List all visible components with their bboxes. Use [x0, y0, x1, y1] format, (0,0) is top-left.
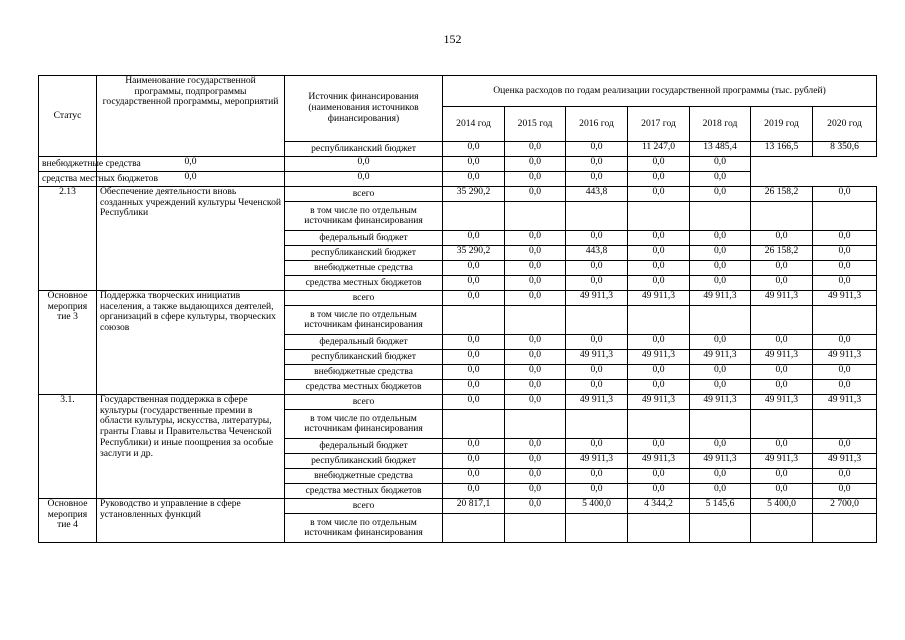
value-cell: 26 158,2 [751, 246, 813, 261]
value-cell: 5 400,0 [566, 499, 628, 514]
source-cell: в том числе по отдельным источникам финансирования [285, 306, 443, 335]
header-year: 2020 год [813, 107, 877, 142]
value-cell: 26 158,2 [751, 187, 813, 202]
value-cell: 0,0 [566, 142, 628, 157]
value-cell: 49 911,3 [628, 291, 690, 306]
value-cell: 0,0 [751, 231, 813, 246]
value-cell: 49 911,3 [566, 350, 628, 365]
source-cell: всего [285, 499, 443, 514]
value-cell: 0,0 [813, 365, 877, 380]
value-cell: 0,0 [690, 187, 751, 202]
value-cell: 0,0 [813, 261, 877, 276]
value-cell: 0,0 [813, 469, 877, 484]
value-cell: 49 911,3 [628, 454, 690, 469]
value-cell: 2 700,0 [813, 499, 877, 514]
source-cell: федеральный бюджет [285, 231, 443, 246]
table-body [39, 157, 877, 543]
page-number: 152 [443, 32, 462, 46]
source-cell: в том числе по отдельным источникам финансирования [285, 514, 443, 543]
value-cell: 49 911,3 [690, 291, 751, 306]
value-cell: 49 911,3 [690, 454, 751, 469]
value-cell: 49 911,3 [690, 350, 751, 365]
value-cell: 0,0 [505, 484, 566, 499]
value-cell: 0,0 [505, 454, 566, 469]
value-cell: 0,0 [566, 380, 628, 395]
value-cell: 0,0 [505, 469, 566, 484]
value-cell: 0,0 [443, 291, 505, 306]
value-cell: 0,0 [505, 291, 566, 306]
value-cell: 0,0 [566, 261, 628, 276]
value-cell: 0,0 [505, 157, 566, 172]
value-cell: 0,0 [751, 276, 813, 291]
value-cell: 0,0 [505, 395, 566, 410]
value-cell: 0,0 [813, 276, 877, 291]
value-cell [751, 202, 813, 231]
source-cell: внебюджетные средства [285, 261, 443, 276]
header-year: 2019 год [751, 107, 813, 142]
value-cell: 0,0 [505, 142, 566, 157]
value-cell [566, 410, 628, 439]
value-cell: 0,0 [443, 454, 505, 469]
value-cell [566, 306, 628, 335]
value-cell: 0,0 [813, 484, 877, 499]
value-cell: 0,0 [628, 469, 690, 484]
value-cell: 0,0 [628, 380, 690, 395]
value-cell [566, 514, 628, 543]
source-cell: всего [285, 395, 443, 410]
name-cell: Поддержка творческих инициатив населения, а также выдающихся деятелей, организаций в сфере культуры, творческих союзов [97, 291, 285, 395]
source-cell: средства местных бюджетов [285, 484, 443, 499]
value-cell: 0,0 [628, 484, 690, 499]
value-cell: 0,0 [443, 365, 505, 380]
value-cell [690, 202, 751, 231]
table-row [39, 291, 877, 306]
table-row [39, 187, 877, 202]
value-cell: 49 911,3 [813, 350, 877, 365]
header-status: Статус [39, 76, 97, 157]
value-cell: 0,0 [505, 276, 566, 291]
value-cell [443, 202, 505, 231]
header-year: 2015 год [505, 107, 566, 142]
value-cell: 49 911,3 [566, 291, 628, 306]
value-cell: 0,0 [690, 380, 751, 395]
source-cell: федеральный бюджет [285, 439, 443, 454]
value-cell: 49 911,3 [813, 395, 877, 410]
source-cell: всего [285, 187, 443, 202]
value-cell: 0,0 [443, 484, 505, 499]
value-cell: 0,0 [566, 231, 628, 246]
value-cell: 0,0 [628, 187, 690, 202]
value-cell: 0,0 [443, 231, 505, 246]
value-cell: 0,0 [690, 246, 751, 261]
value-cell: 0,0 [443, 439, 505, 454]
value-cell: 49 911,3 [628, 350, 690, 365]
value-cell: 0,0 [443, 335, 505, 350]
value-cell [690, 410, 751, 439]
value-cell [751, 410, 813, 439]
value-cell: 0,0 [566, 439, 628, 454]
value-cell: 0,0 [690, 276, 751, 291]
source-cell: всего [285, 291, 443, 306]
value-cell: 0,0 [628, 276, 690, 291]
value-cell: 0,0 [628, 365, 690, 380]
header-estimate: Оценка расходов по годам реализации государственной программы (тыс. рублей) [443, 76, 877, 107]
value-cell: 0,0 [566, 484, 628, 499]
value-cell: 49 911,3 [751, 395, 813, 410]
value-cell: 0,0 [628, 231, 690, 246]
source-cell: федеральный бюджет [285, 335, 443, 350]
source-cell: внебюджетные средства [285, 469, 443, 484]
source-cell: средства местных бюджетов [285, 276, 443, 291]
source-cell: в том числе по отдельным источникам финансирования [285, 202, 443, 231]
value-cell: 0,0 [566, 172, 628, 187]
value-cell: 0,0 [566, 365, 628, 380]
value-cell: 5 400,0 [751, 499, 813, 514]
budget-table [38, 75, 877, 543]
value-cell: 13 485,4 [690, 142, 751, 157]
table-row [39, 395, 877, 410]
value-cell [690, 514, 751, 543]
value-cell [813, 202, 877, 231]
value-cell [505, 202, 566, 231]
status-cell: Основное мероприя тие 4 [39, 499, 97, 543]
value-cell: 0,0 [505, 231, 566, 246]
value-cell: 0,0 [751, 365, 813, 380]
value-cell: 0,0 [97, 172, 285, 187]
value-cell: 0,0 [443, 172, 505, 187]
value-cell: 0,0 [443, 261, 505, 276]
value-cell: 0,0 [690, 469, 751, 484]
value-cell [505, 410, 566, 439]
value-cell: 0,0 [505, 246, 566, 261]
header-year: 2018 год [690, 107, 751, 142]
value-cell: 0,0 [813, 439, 877, 454]
value-cell: 0,0 [505, 380, 566, 395]
value-cell: 0,0 [690, 335, 751, 350]
value-cell [505, 514, 566, 543]
value-cell: 0,0 [505, 261, 566, 276]
value-cell: 0,0 [690, 261, 751, 276]
value-cell: 0,0 [690, 157, 751, 172]
value-cell: 0,0 [566, 276, 628, 291]
value-cell: 0,0 [566, 157, 628, 172]
value-cell [813, 514, 877, 543]
value-cell: 0,0 [690, 439, 751, 454]
value-cell: 0,0 [690, 172, 751, 187]
value-cell: 0,0 [443, 350, 505, 365]
value-cell: 0,0 [751, 335, 813, 350]
header-year: 2016 год [566, 107, 628, 142]
status-cell: 2.13 [39, 187, 97, 291]
value-cell: 443,8 [566, 187, 628, 202]
value-cell: 0,0 [443, 469, 505, 484]
value-cell: 0,0 [505, 335, 566, 350]
source-cell: республиканский бюджет [285, 454, 443, 469]
value-cell: 0,0 [443, 157, 505, 172]
value-cell: 0,0 [505, 499, 566, 514]
value-cell: 0,0 [690, 231, 751, 246]
value-cell [751, 514, 813, 543]
value-cell: 0,0 [751, 484, 813, 499]
value-cell [628, 306, 690, 335]
value-cell: 49 911,3 [566, 454, 628, 469]
name-cell: Государственная поддержка в сфере культуры (государственные премии в области культуры, искусства, литературы, гранты Главы и Правительства Чеченской Республики) и иные поощрения за особые заслуги и др. [97, 395, 285, 499]
value-cell: 0,0 [751, 439, 813, 454]
source-cell: в том числе по отдельным источникам финансирования [285, 410, 443, 439]
value-cell: 20 817,1 [443, 499, 505, 514]
value-cell: 0,0 [97, 157, 285, 172]
value-cell: 0,0 [628, 246, 690, 261]
value-cell: 0,0 [690, 365, 751, 380]
header-year: 2017 год [628, 107, 690, 142]
source-cell: республиканский бюджет [285, 142, 443, 157]
value-cell [813, 306, 877, 335]
table-row [39, 172, 877, 187]
value-cell: 0,0 [505, 350, 566, 365]
value-cell: 0,0 [751, 261, 813, 276]
value-cell: 0,0 [751, 380, 813, 395]
source-cell: средства местных бюджетов [285, 380, 443, 395]
value-cell [628, 514, 690, 543]
value-cell: 443,8 [566, 246, 628, 261]
value-cell: 11 247,0 [628, 142, 690, 157]
value-cell: 0,0 [751, 469, 813, 484]
value-cell: 0,0 [813, 380, 877, 395]
value-cell: 0,0 [813, 335, 877, 350]
value-cell: 13 166,5 [751, 142, 813, 157]
value-cell: 0,0 [628, 439, 690, 454]
value-cell: 0,0 [813, 231, 877, 246]
value-cell: 35 290,2 [443, 246, 505, 261]
value-cell [505, 306, 566, 335]
value-cell: 0,0 [628, 335, 690, 350]
value-cell: 0,0 [813, 246, 877, 261]
value-cell: 0,0 [285, 157, 443, 172]
value-cell: 0,0 [628, 157, 690, 172]
value-cell: 0,0 [505, 187, 566, 202]
value-cell [690, 306, 751, 335]
value-cell: 0,0 [505, 172, 566, 187]
source-cell: республиканский бюджет [285, 350, 443, 365]
value-cell: 0,0 [690, 484, 751, 499]
source-cell: республиканский бюджет [285, 246, 443, 261]
source-cell: внебюджетные средства [285, 365, 443, 380]
header-name: Наименование государственной программы, подпрограммы государственной программы, мероприятий [97, 76, 285, 157]
value-cell [751, 306, 813, 335]
table-row [39, 157, 877, 172]
value-cell: 0,0 [628, 261, 690, 276]
value-cell: 49 911,3 [628, 395, 690, 410]
source-cell: средства местных бюджетов [39, 172, 97, 187]
value-cell: 0,0 [566, 335, 628, 350]
value-cell: 0,0 [443, 395, 505, 410]
value-cell [443, 410, 505, 439]
header-year: 2014 год [443, 107, 505, 142]
value-cell: 0,0 [285, 172, 443, 187]
value-cell: 5 145,6 [690, 499, 751, 514]
name-cell: Обеспечение деятельности вновь созданных учреждений культуры Чеченской Республики [97, 187, 285, 291]
value-cell: 49 911,3 [751, 454, 813, 469]
value-cell: 35 290,2 [443, 187, 505, 202]
value-cell: 0,0 [505, 365, 566, 380]
value-cell: 49 911,3 [690, 395, 751, 410]
table-row [39, 499, 877, 514]
value-cell: 0,0 [566, 469, 628, 484]
value-cell: 0,0 [628, 172, 690, 187]
value-cell: 0,0 [813, 187, 877, 202]
value-cell: 8 350,6 [813, 142, 877, 157]
value-cell [628, 202, 690, 231]
value-cell [443, 306, 505, 335]
source-cell: внебюджетные средства [39, 157, 97, 172]
value-cell: 0,0 [443, 380, 505, 395]
value-cell: 4 344,2 [628, 499, 690, 514]
value-cell [443, 514, 505, 543]
status-cell: Основное мероприя тие 3 [39, 291, 97, 395]
value-cell: 49 911,3 [813, 291, 877, 306]
value-cell: 0,0 [443, 142, 505, 157]
value-cell: 0,0 [443, 276, 505, 291]
header-source: Источник финансирования (наименования источников финансирования) [285, 76, 443, 142]
value-cell: 49 911,3 [751, 291, 813, 306]
value-cell [628, 410, 690, 439]
value-cell: 49 911,3 [813, 454, 877, 469]
value-cell: 49 911,3 [566, 395, 628, 410]
name-cell: Руководство и управление в сфере установленных функций [97, 499, 285, 543]
value-cell [566, 202, 628, 231]
value-cell: 0,0 [505, 439, 566, 454]
status-cell: 3.1. [39, 395, 97, 499]
value-cell: 49 911,3 [751, 350, 813, 365]
header-row [39, 76, 877, 107]
value-cell [813, 410, 877, 439]
